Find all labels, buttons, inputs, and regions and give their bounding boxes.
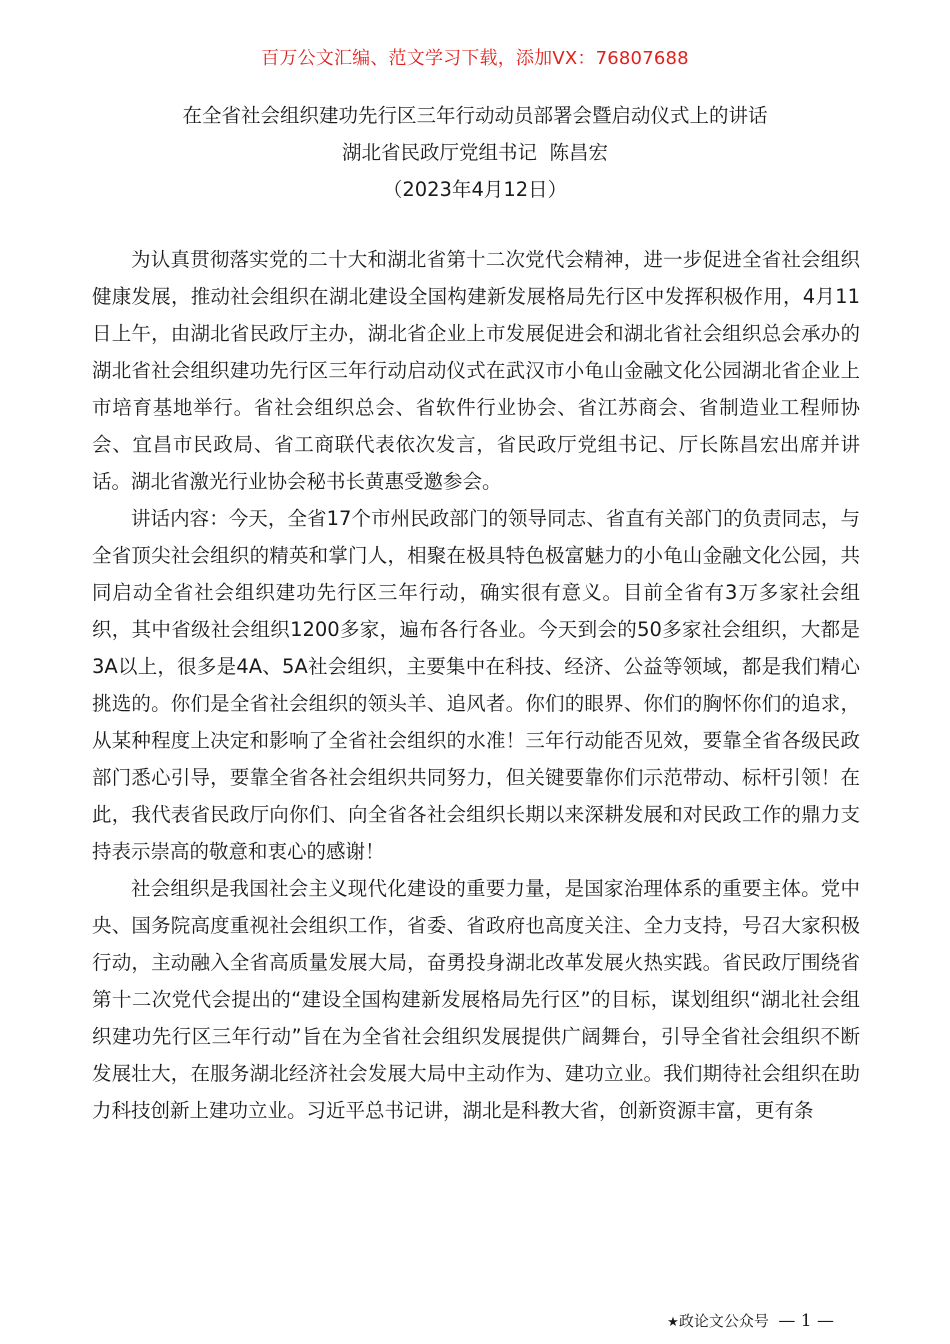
paragraph: 讲话内容：今天，全省17个市州民政部门的领导同志、省直有关部门的负责同志，与全省顶尖社会组织的精英和掌门人，相聚在极具特色极富魅力的小龟山金融文化公园，共同启动全省社会组织建功先行区三年行动，确实很有意义。目前全省有3万多家社会组织，其中省级社会组织1200多家，遍布各行各业。今天到会的50多家社会组织，大都是3A以上，很多是4A、5A社会组织，主要集中在科技、经济、公益等领域，都是我们精心挑选的。你们是全省社会组织的领头羊、追风者。你们的眼界、你们的胸怀你们的追求，从某种程度上决定和影响了全省社会组织的水准！三年行动能否见效，要靠全省各级民政部门悉心引导，要靠全省各社会组织共同努力，但关键要靠你们示范带动、标杆引领！在此，我代表省民政厅向你们、向全省各社会组织长期以来深耕发展和对民政工作的鼎力支持表示崇高的敬意和衷心的感谢！ bbox=[92, 507, 860, 863]
page-number: — 1 — bbox=[778, 1311, 834, 1331]
speech-date: （2023年4月12日） bbox=[382, 178, 568, 201]
promo-banner: 百万公文汇编、范文学习下载，添加VX：76807688 bbox=[261, 48, 689, 69]
page-footer bbox=[667, 1309, 834, 1335]
footer-source: 政论文公众号 bbox=[678, 1312, 769, 1330]
document-title: 在全省社会组织建功先行区三年行动动员部署会暨启动仪式上的讲话 bbox=[182, 104, 768, 127]
document-header bbox=[0, 97, 950, 208]
speaker-line: 湖北省民政厅党组书记 陈昌宏 bbox=[342, 141, 608, 164]
document-body bbox=[92, 241, 860, 1129]
paragraph: 为认真贯彻落实党的二十大和湖北省第十二次党代会精神，进一步促进全省社会组织健康发展，推动社会组织在湖北建设全国构建新发展格局先行区中发挥积极作用，4月11日上午，由湖北省民政厅主办，湖北省企业上市发展促进会和湖北省社会组织总会承办的湖北省社会组织建功先行区三年行动启动仪式在武汉市小龟山金融文化公园湖北省企业上市培育基地举行。省社会组织总会、省软件行业协会、省江苏商会、省制造业工程师协会、宜昌市民政局、省工商联代表依次发言，省民政厅党组书记、厅长陈昌宏出席并讲话。湖北省激光行业协会秘书长黄惠受邀参会。 bbox=[92, 248, 860, 493]
star-icon: ★ bbox=[667, 1315, 679, 1330]
paragraph: 社会组织是我国社会主义现代化建设的重要力量，是国家治理体系的重要主体。党中央、国务院高度重视社会组织工作，省委、省政府也高度关注、全力支持，号召大家积极行动，主动融入全省高质量发展大局，奋勇投身湖北改革发展火热实践。省民政厅围绕省第十二次党代会提出的“建设全国构建新发展格局先行区”的目标，谋划组织“湖北社会组织建功先行区三年行动”旨在为全省社会组织发展提供广阔舞台，引导全省社会组织不断发展壮大，在服务湖北经济社会发展大局中主动作为、建功立业。我们期待社会组织在助力科技创新上建功立业。习近平总书记讲，湖北是科教大省，创新资源丰富，更有条 bbox=[92, 877, 860, 1122]
